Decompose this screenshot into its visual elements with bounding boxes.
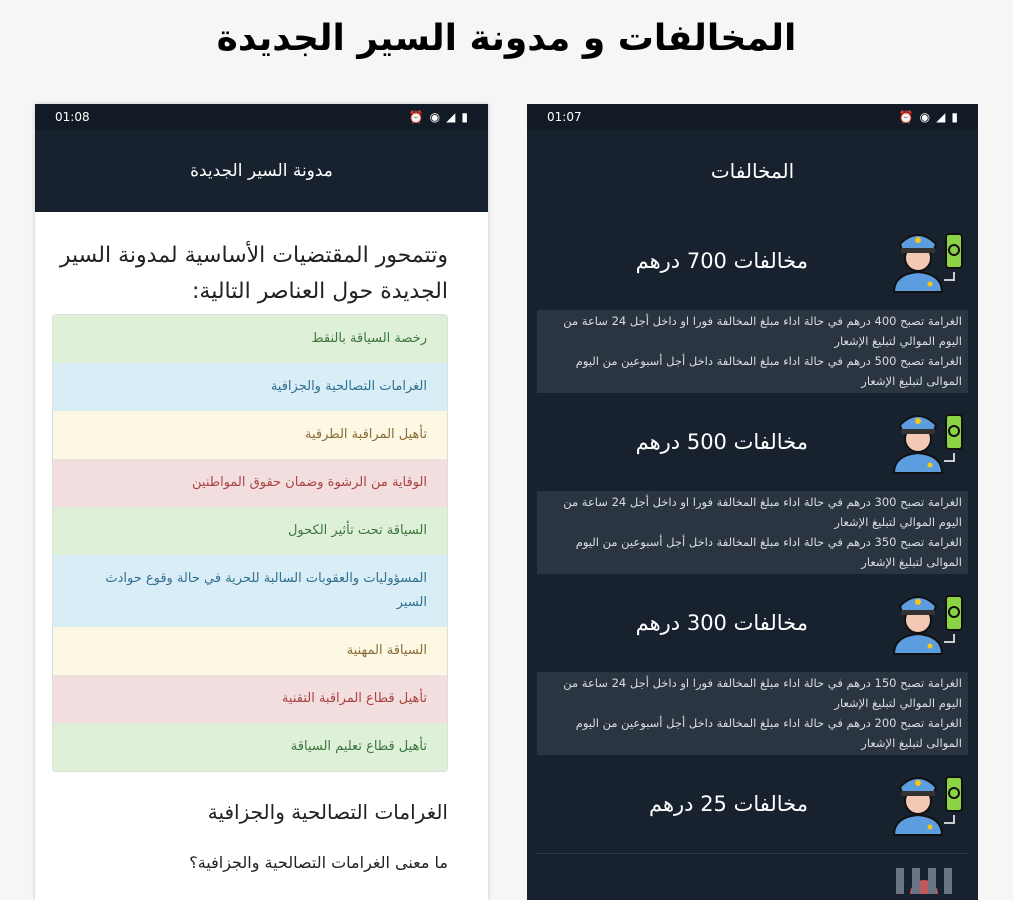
lead-text: وتتمحور المقتضيات الأساسية لمدونة السير الجديدة حول العناصر التالية: xyxy=(59,243,448,304)
fine-section[interactable] xyxy=(527,212,978,393)
fine-description xyxy=(537,310,968,393)
eye-icon: ◉ xyxy=(429,110,441,124)
question-text: ما معنى الغرامات التصالحية والجزافية؟ xyxy=(189,853,448,872)
battery-icon: ▮ xyxy=(951,110,958,124)
fine-line: الغرامة تصبح 500 درهم في حالة اداء مبلغ المخالفة داخل أجل أسبوعين من اليوم الموالى لتبليغ الإشعار xyxy=(575,354,962,388)
topic-item[interactable]: السياقة تحت تأثير الكحول xyxy=(53,507,447,555)
topic-item[interactable]: تأهيل قطاع تعليم السياقة xyxy=(53,723,447,771)
left-phone-screen xyxy=(35,104,488,900)
fine-title: مخالفات 500 درهم xyxy=(635,430,808,454)
police-officer-fine-icon xyxy=(888,409,968,479)
topic-item[interactable]: رخصة السياقة بالنقط xyxy=(53,315,447,363)
fine-title: مخالفات 700 درهم xyxy=(635,249,808,273)
battery-icon: ▮ xyxy=(461,110,468,124)
fine-section[interactable] xyxy=(527,755,978,853)
topic-item[interactable]: تأهيل المراقبة الطرقية xyxy=(53,411,447,459)
signal-icon: ◢ xyxy=(446,110,456,124)
app-bar: مدونة السير الجديدة xyxy=(35,130,488,212)
fine-line: الغرامة تصبح 150 درهم في حالة اداء مبلغ المخالفة فورا او داخل أجل 24 ساعة من اليوم الموالي لتبليغ الإشعار xyxy=(563,676,962,710)
status-bar xyxy=(527,104,978,130)
fine-line: الغرامة تصبح 400 درهم في حالة اداء مبلغ المخالفة فورا او داخل أجل 24 ساعة من اليوم الموالي لتبليغ الإشعار xyxy=(563,314,962,348)
police-officer-fine-icon xyxy=(888,228,968,298)
right-phone-screen xyxy=(527,104,978,900)
fine-section[interactable] xyxy=(527,393,978,574)
alarm-icon: ⏰ xyxy=(408,110,424,124)
page-title: المخالفات و مدونة السير الجديدة xyxy=(216,18,797,59)
jail-icon xyxy=(892,868,956,894)
fine-title: مخالفات 25 درهم xyxy=(648,792,808,816)
eye-icon: ◉ xyxy=(919,110,931,124)
app-bar-title: المخالفات xyxy=(710,159,795,183)
topic-item[interactable]: تأهيل قطاع المراقبة التقنية xyxy=(53,675,447,723)
topic-item[interactable]: الوقاية من الرشوة وضمان حقوق المواطنين xyxy=(53,459,447,507)
police-officer-fine-icon xyxy=(888,590,968,660)
alarm-icon: ⏰ xyxy=(898,110,914,124)
police-officer-fine-icon xyxy=(888,771,968,841)
topic-item[interactable]: السياقة المهنية xyxy=(53,627,447,675)
signal-icon: ◢ xyxy=(936,110,946,124)
topic-item[interactable]: المسؤوليات والعقوبات السالبة للحرية في حالة وقوع حوادث السير xyxy=(53,555,447,627)
status-time: 01:08 xyxy=(55,110,90,124)
topic-item[interactable]: الغرامات التصالحية والجزافية xyxy=(53,363,447,411)
fine-line: الغرامة تصبح 300 درهم في حالة اداء مبلغ المخالفة فورا او داخل أجل 24 ساعة من اليوم الموالي لتبليغ الإشعار xyxy=(563,495,962,529)
topics-list xyxy=(52,314,448,772)
status-bar xyxy=(35,104,488,130)
status-time: 01:07 xyxy=(547,110,582,124)
fine-section[interactable] xyxy=(527,574,978,755)
fine-line: الغرامة تصبح 200 درهم في حالة اداء مبلغ المخالفة داخل أجل أسبوعين من اليوم الموالى لتبليغ الإشعار xyxy=(575,716,962,750)
fine-description xyxy=(537,672,968,755)
fine-title: مخالفات 300 درهم xyxy=(635,611,808,635)
fine-line: الغرامة تصبح 350 درهم في حالة اداء مبلغ المخالفة داخل أجل أسبوعين من اليوم الموالى لتبليغ الإشعار xyxy=(575,535,962,569)
section-heading: الغرامات التصالحية والجزافية xyxy=(207,800,448,824)
fine-description xyxy=(537,491,968,574)
